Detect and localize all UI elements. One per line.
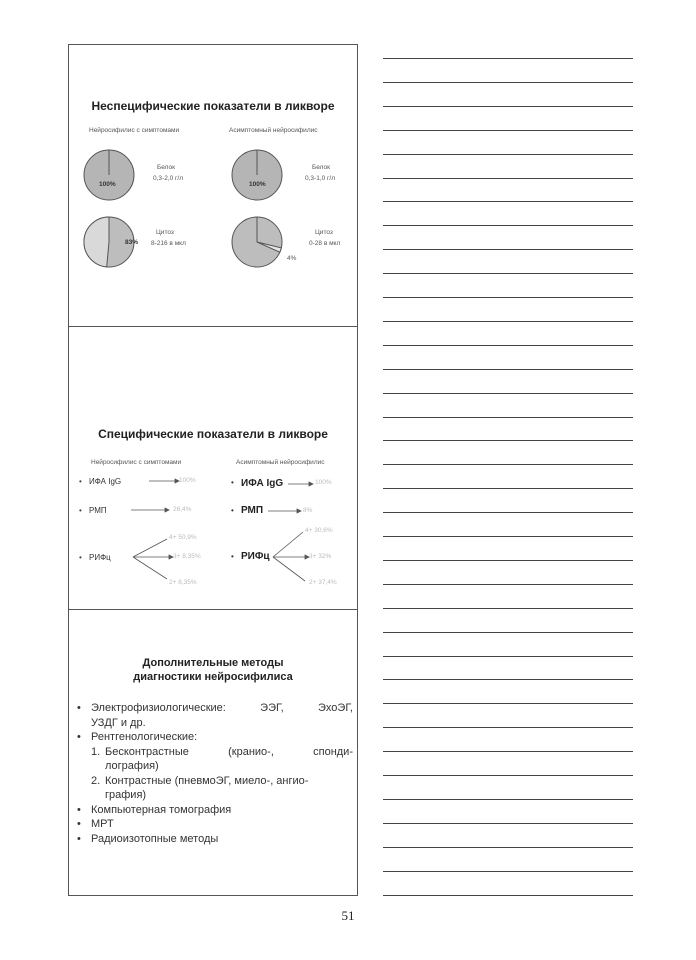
list-item-text: лография) [105,760,159,772]
column-header-left: Нейросифилис с симптомами [89,127,180,134]
note-line [383,608,633,609]
bullet: • [231,506,234,515]
column-header-right: Асимптомный нейросифилис [236,459,325,466]
pie-range: 0,3-1,0 г/л [305,175,336,182]
note-line [383,464,633,465]
note-line [383,847,633,848]
note-line [383,225,633,226]
list-item-text: графия) [105,789,147,801]
bullet: • [77,731,81,743]
pie-label: Белок [312,164,330,171]
note-line [383,345,633,346]
pie-range: 8-216 в мкл [151,240,186,247]
note-line [383,751,633,752]
pie-percent: 100% [249,181,266,188]
pie-chart [230,148,284,202]
list-item [77,832,353,847]
slide-title: Неспецифические показатели в ликворе [91,99,335,113]
list-item-text: Рентгенологические: [91,731,198,743]
methods-list [77,701,353,846]
note-line [383,154,633,155]
slide-nonspecific [69,45,357,327]
list-item-text: Компьютерная томография [91,803,232,816]
note-line [383,512,633,513]
list-item-text: Радиоизотопные методы [91,832,219,845]
ifa-value: 100% [315,479,332,486]
pie-label: Белок [157,164,175,171]
note-line [383,560,633,561]
note-line [383,679,633,680]
note-line [383,321,633,322]
rmp-value: 26,4% [173,506,192,513]
note-line [383,130,633,131]
note-line [383,488,633,489]
rif-label: РИФц [241,551,270,562]
rif-value: 2+ 8,35% [169,579,197,586]
list-item-text: УЗДГ и др. [91,716,146,729]
slide-specific [69,327,357,610]
list-item [77,803,353,818]
note-line [383,727,633,728]
rif-value: 3+ 32% [309,553,332,560]
note-line [383,297,633,298]
sub-item [77,745,353,774]
bullet: • [79,506,82,515]
title-line: диагностики нейросифилиса [133,671,293,683]
slide-title: Специфические показатели в ликворе [98,427,328,441]
ifa-label: ИФА IgG [241,478,284,489]
note-line [383,273,633,274]
note-line [383,799,633,800]
rmp-label: РМП [89,506,107,515]
note-line [383,823,633,824]
note-line [383,249,633,250]
notes-lines [383,38,633,898]
pie-label: Цитоз [156,229,174,236]
slides-column [68,44,358,896]
note-line [383,656,633,657]
note-line [383,369,633,370]
note-line [383,536,633,537]
rif-value: 4+ 30,6% [305,527,333,534]
ifa-label: ИФА IgG [89,477,122,486]
list-item-text: Контрастные (пневмоЭГ, миело-, ангио- [105,774,309,787]
rmp-value: 8% [303,507,313,514]
note-line [383,440,633,441]
note-line [383,703,633,704]
note-line [383,106,633,107]
pie-chart [230,215,284,269]
note-line [383,178,633,179]
list-item [77,701,353,730]
note-line [383,775,633,776]
note-line [383,895,633,896]
list-item [77,730,353,745]
ifa-value: 100% [179,477,196,484]
column-header-left: Нейросифилис с симптомами [91,459,182,466]
slide-title [69,656,357,684]
rif-value: 3+ 8,35% [173,553,201,560]
pie-range: 0-28 в мкл [309,240,341,247]
slide-additional-methods [69,610,357,895]
note-line [383,632,633,633]
bullet: • [231,478,234,487]
pie-chart [82,148,136,202]
note-line [383,58,633,59]
pie-label: Цитоз [315,229,333,236]
list-item-text: Бесконтрастные (кранио-, спонди- [105,745,353,758]
list-item-text: МРТ [91,818,114,830]
sub-item-number: 1. [91,745,101,758]
rif-value: 2+ 37,4% [309,579,337,586]
sub-item [77,774,353,803]
column-header-right: Асимптомный нейросифилис [229,127,318,134]
rif-label: РИФц [89,553,111,562]
pie-percent: 83% [125,239,139,246]
bullet: • [77,803,81,816]
note-line [383,201,633,202]
pie-percent: 100% [99,181,116,188]
bullet: • [79,553,82,562]
note-line [383,871,633,872]
pie-range: 0,3-2,0 г/л [153,175,184,182]
list-item [77,817,353,832]
note-line [383,584,633,585]
rif-value: 4+ 50,9% [169,534,197,541]
note-line [383,82,633,83]
list-item-text: Электрофизиологические: ЭЭГ, ЭхоЭГ, [91,702,353,714]
page-number: 51 [341,908,355,923]
bullet: • [231,552,234,561]
rmp-label: РМП [241,505,264,516]
bullet: • [77,818,81,830]
note-line [383,417,633,418]
bullet: • [77,702,81,714]
pie-percent: 4% [287,255,297,262]
arrows [69,327,357,609]
title-line: Дополнительные методы [142,657,284,669]
bullet: • [77,832,81,845]
sub-item-number: 2. [91,774,101,787]
bullet: • [79,477,82,486]
note-line [383,393,633,394]
